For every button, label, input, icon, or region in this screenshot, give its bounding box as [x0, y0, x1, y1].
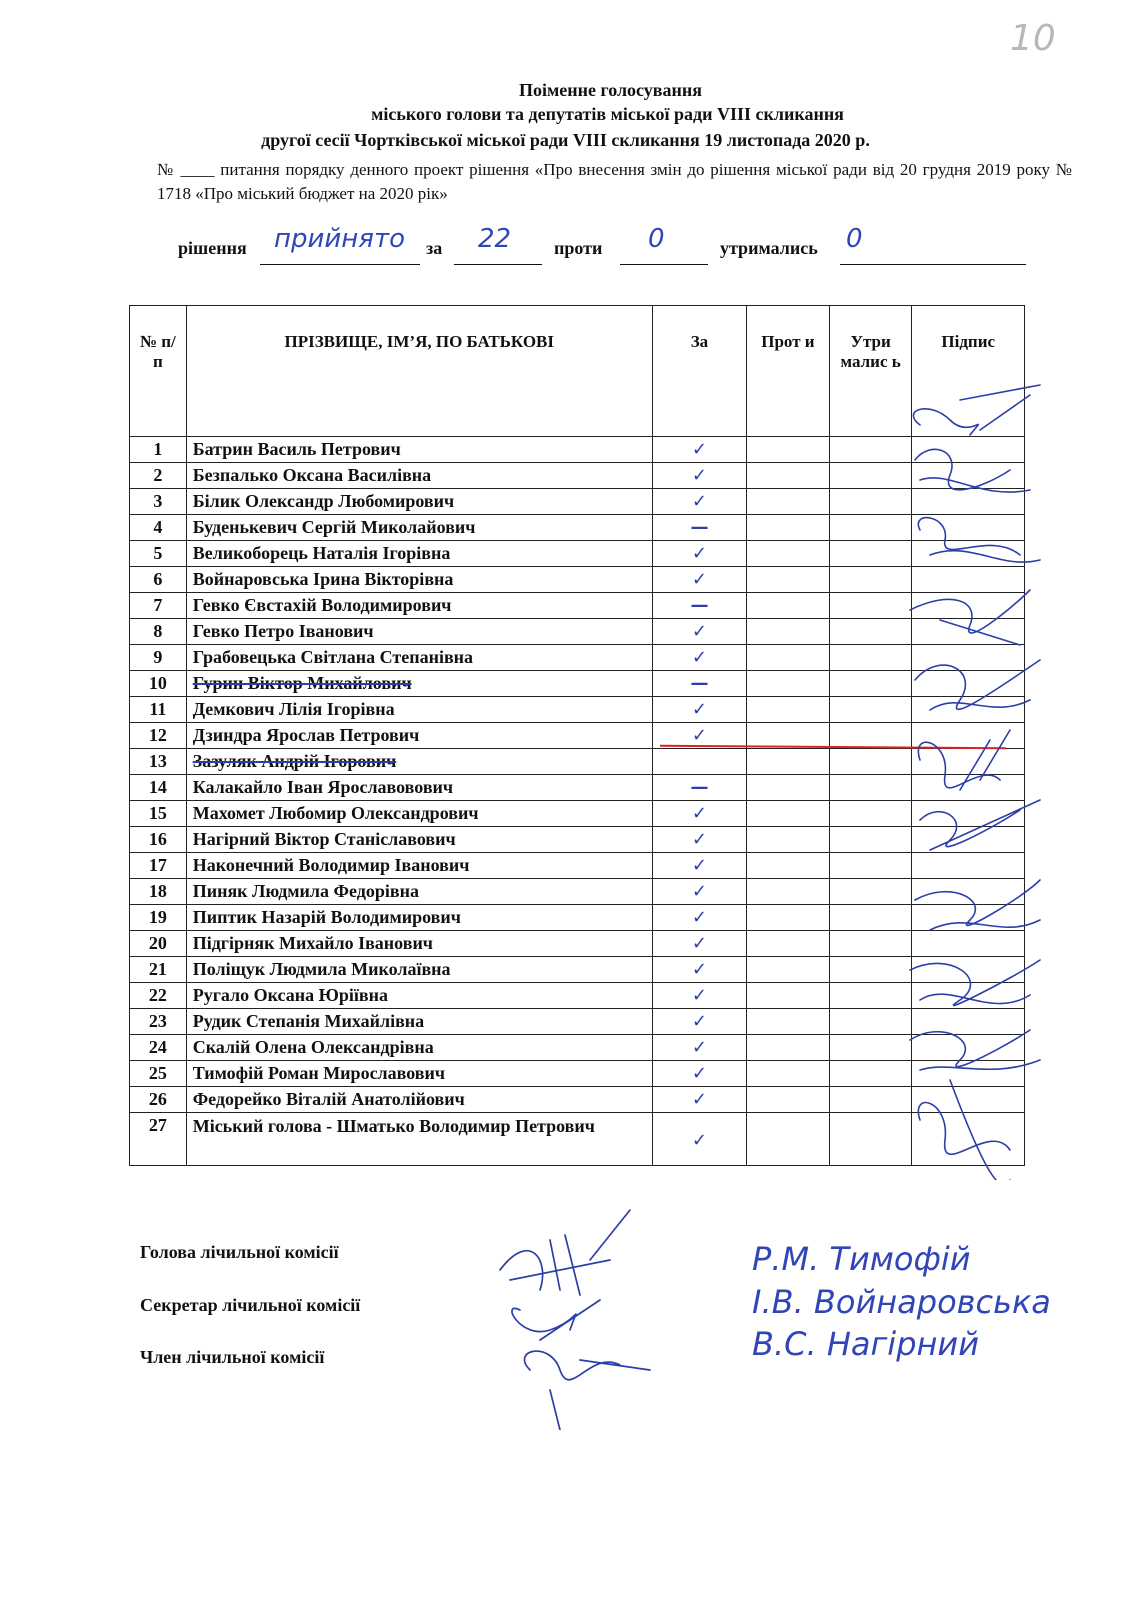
col-num: № п/п [130, 306, 187, 437]
table-row [130, 983, 1025, 1009]
col-name: ПРІЗВИЩЕ, ІМ’Я, ПО БАТЬКОВІ [186, 306, 652, 437]
row-name: Наконечний Володимир Іванович [186, 853, 652, 879]
row-num: 18 [130, 879, 187, 905]
decision-value: прийнято [274, 224, 405, 254]
abstained-label: утримались [720, 238, 818, 258]
table-row [130, 775, 1025, 801]
decision-underline [260, 264, 420, 265]
table-row [130, 463, 1025, 489]
row-vote: ✓ [652, 723, 746, 749]
commission-signatures [490, 1200, 660, 1430]
row-name: Буденькевич Сергій Миколайович [186, 515, 652, 541]
row-vote: — [652, 593, 746, 619]
row-num: 15 [130, 801, 187, 827]
row-name: Войнаровська Ірина Вікторівна [186, 567, 652, 593]
row-name: Поліщук Людмила Миколаївна [186, 957, 652, 983]
row-num: 7 [130, 593, 187, 619]
row-vote: ✓ [652, 957, 746, 983]
row-num: 26 [130, 1087, 187, 1113]
row-num: 9 [130, 645, 187, 671]
vote-table [129, 305, 1025, 1166]
row-num: 8 [130, 619, 187, 645]
table-row [130, 515, 1025, 541]
decision-label: рішення [178, 238, 247, 258]
row-num: 4 [130, 515, 187, 541]
against-value: 0 [648, 224, 665, 254]
row-num: 1 [130, 437, 187, 463]
member-label: Член лічильної комісії [140, 1347, 325, 1367]
table-row [130, 593, 1025, 619]
abstained-underline [840, 264, 1026, 265]
row-vote: ✓ [652, 541, 746, 567]
row-name: Махомет Любомир Олександрович [186, 801, 652, 827]
row-name: Білик Олександр Любомирович [186, 489, 652, 515]
table-row [130, 931, 1025, 957]
table-row [130, 489, 1025, 515]
table-row [130, 1035, 1025, 1061]
row-name: Тимофій Роман Мирославович [186, 1061, 652, 1087]
row-name: Федорейко Віталій Анатолійович [186, 1087, 652, 1113]
row-num: 16 [130, 827, 187, 853]
abstained-value: 0 [846, 224, 863, 254]
row-name: Безпалько Оксана Василівна [186, 463, 652, 489]
row-name: Скалій Олена Олександрівна [186, 1035, 652, 1061]
against-underline [620, 264, 708, 265]
row-name: Нагірний Віктор Станіславович [186, 827, 652, 853]
row-name: Зазуляк Андрій Ігорович [186, 749, 652, 775]
session-line: другої сесії Чортківської міської ради VIII скликання 19 листопада 2020 р. [261, 130, 870, 150]
row-vote: ✓ [652, 801, 746, 827]
row-vote: ✓ [652, 1061, 746, 1087]
row-vote [652, 749, 746, 775]
vote-result [178, 224, 1058, 272]
row-num: 11 [130, 697, 187, 723]
table-row [130, 645, 1025, 671]
col-proty: Прот и [747, 306, 830, 437]
row-vote: ✓ [652, 645, 746, 671]
row-vote: ✓ [652, 463, 746, 489]
table-row [130, 827, 1025, 853]
row-name: Міський голова - Шматько Володимир Петрович [186, 1113, 652, 1166]
row-vote: — [652, 775, 746, 801]
row-vote: ✓ [652, 1113, 746, 1166]
agenda-text: № ____ питання порядку денного проект рішення «Про внесення змін до рішення міської ради від 20 грудня 2019 року № 1718 «Про міський бюджет на 2020 рік» [157, 160, 1072, 203]
row-vote: ✓ [652, 1035, 746, 1061]
row-num: 3 [130, 489, 187, 515]
col-pidpys: Підпис [912, 306, 1025, 437]
row-num: 23 [130, 1009, 187, 1035]
row-num: 17 [130, 853, 187, 879]
table-row [130, 723, 1025, 749]
for-label: за [426, 238, 443, 258]
row-name: Гурин Віктор Михайлович [186, 671, 652, 697]
row-name: Пиптик Назарій Володимирович [186, 905, 652, 931]
row-num: 10 [130, 671, 187, 697]
row-name: Батрин Василь Петрович [186, 437, 652, 463]
row-vote: ✓ [652, 567, 746, 593]
row-vote: — [652, 671, 746, 697]
row-vote: ✓ [652, 1009, 746, 1035]
row-vote: ✓ [652, 1087, 746, 1113]
chair-label: Голова лічильної комісії [140, 1242, 339, 1262]
table-row [130, 567, 1025, 593]
against-label: проти [554, 238, 603, 258]
row-vote: ✓ [652, 983, 746, 1009]
col-utrymalys: Утри малис ь [829, 306, 912, 437]
table-row [130, 671, 1025, 697]
row-num: 22 [130, 983, 187, 1009]
table-row [130, 1113, 1025, 1166]
row-name: Калакайло Іван Ярославовович [186, 775, 652, 801]
row-num: 13 [130, 749, 187, 775]
table-row [130, 1087, 1025, 1113]
table-row [130, 801, 1025, 827]
secretary-handwritten-name: І.В. Войнаровська [752, 1283, 1051, 1321]
member-handwritten-name: В.С. Нагірний [752, 1325, 980, 1363]
row-vote: ✓ [652, 853, 746, 879]
for-value: 22 [478, 224, 512, 254]
row-name: Гевко Євстахій Володимирович [186, 593, 652, 619]
row-vote: ✓ [652, 437, 746, 463]
table-row [130, 1061, 1025, 1087]
col-za: За [652, 306, 746, 437]
table-row [130, 1009, 1025, 1035]
row-num: 2 [130, 463, 187, 489]
table-header [130, 306, 1025, 437]
row-num: 14 [130, 775, 187, 801]
row-name: Підгірняк Михайло Іванович [186, 931, 652, 957]
secretary-label: Секретар лічильної комісії [140, 1295, 361, 1315]
row-num: 20 [130, 931, 187, 957]
row-num: 19 [130, 905, 187, 931]
table-row [130, 905, 1025, 931]
row-num: 5 [130, 541, 187, 567]
row-vote: ✓ [652, 489, 746, 515]
row-vote: ✓ [652, 827, 746, 853]
table-row [130, 697, 1025, 723]
table-row [130, 541, 1025, 567]
row-name: Ругало Оксана Юріївна [186, 983, 652, 1009]
row-num: 6 [130, 567, 187, 593]
row-vote: ✓ [652, 619, 746, 645]
row-name: Грабовецька Світлана Степанівна [186, 645, 652, 671]
row-num: 21 [130, 957, 187, 983]
table-row [130, 879, 1025, 905]
row-vote: ✓ [652, 879, 746, 905]
row-name: Демкович Лілія Ігорівна [186, 697, 652, 723]
table-row [130, 749, 1025, 775]
table-row [130, 853, 1025, 879]
table-row [130, 957, 1025, 983]
row-num: 27 [130, 1113, 187, 1166]
row-name: Гевко Петро Іванович [186, 619, 652, 645]
table-row [130, 437, 1025, 463]
doc-title: Поіменне голосування [518, 80, 703, 100]
for-underline [454, 264, 542, 265]
table-row [130, 619, 1025, 645]
doc-subtitle: міського голови та депутатів міської ради VIII скликання [371, 104, 844, 124]
row-num: 24 [130, 1035, 187, 1061]
row-name: Великоборець Наталія Ігорівна [186, 541, 652, 567]
row-num: 12 [130, 723, 187, 749]
row-vote: ✓ [652, 931, 746, 957]
row-name: Рудик Степанія Михайлівна [186, 1009, 652, 1035]
row-vote: — [652, 515, 746, 541]
row-vote: ✓ [652, 697, 746, 723]
row-num: 25 [130, 1061, 187, 1087]
row-name: Дзиндра Ярослав Петрович [186, 723, 652, 749]
chair-handwritten-name: Р.М. Тимофій [752, 1240, 971, 1278]
row-vote: ✓ [652, 905, 746, 931]
row-name: Пиняк Людмила Федорівна [186, 879, 652, 905]
page-number: 10 [1010, 18, 1056, 59]
